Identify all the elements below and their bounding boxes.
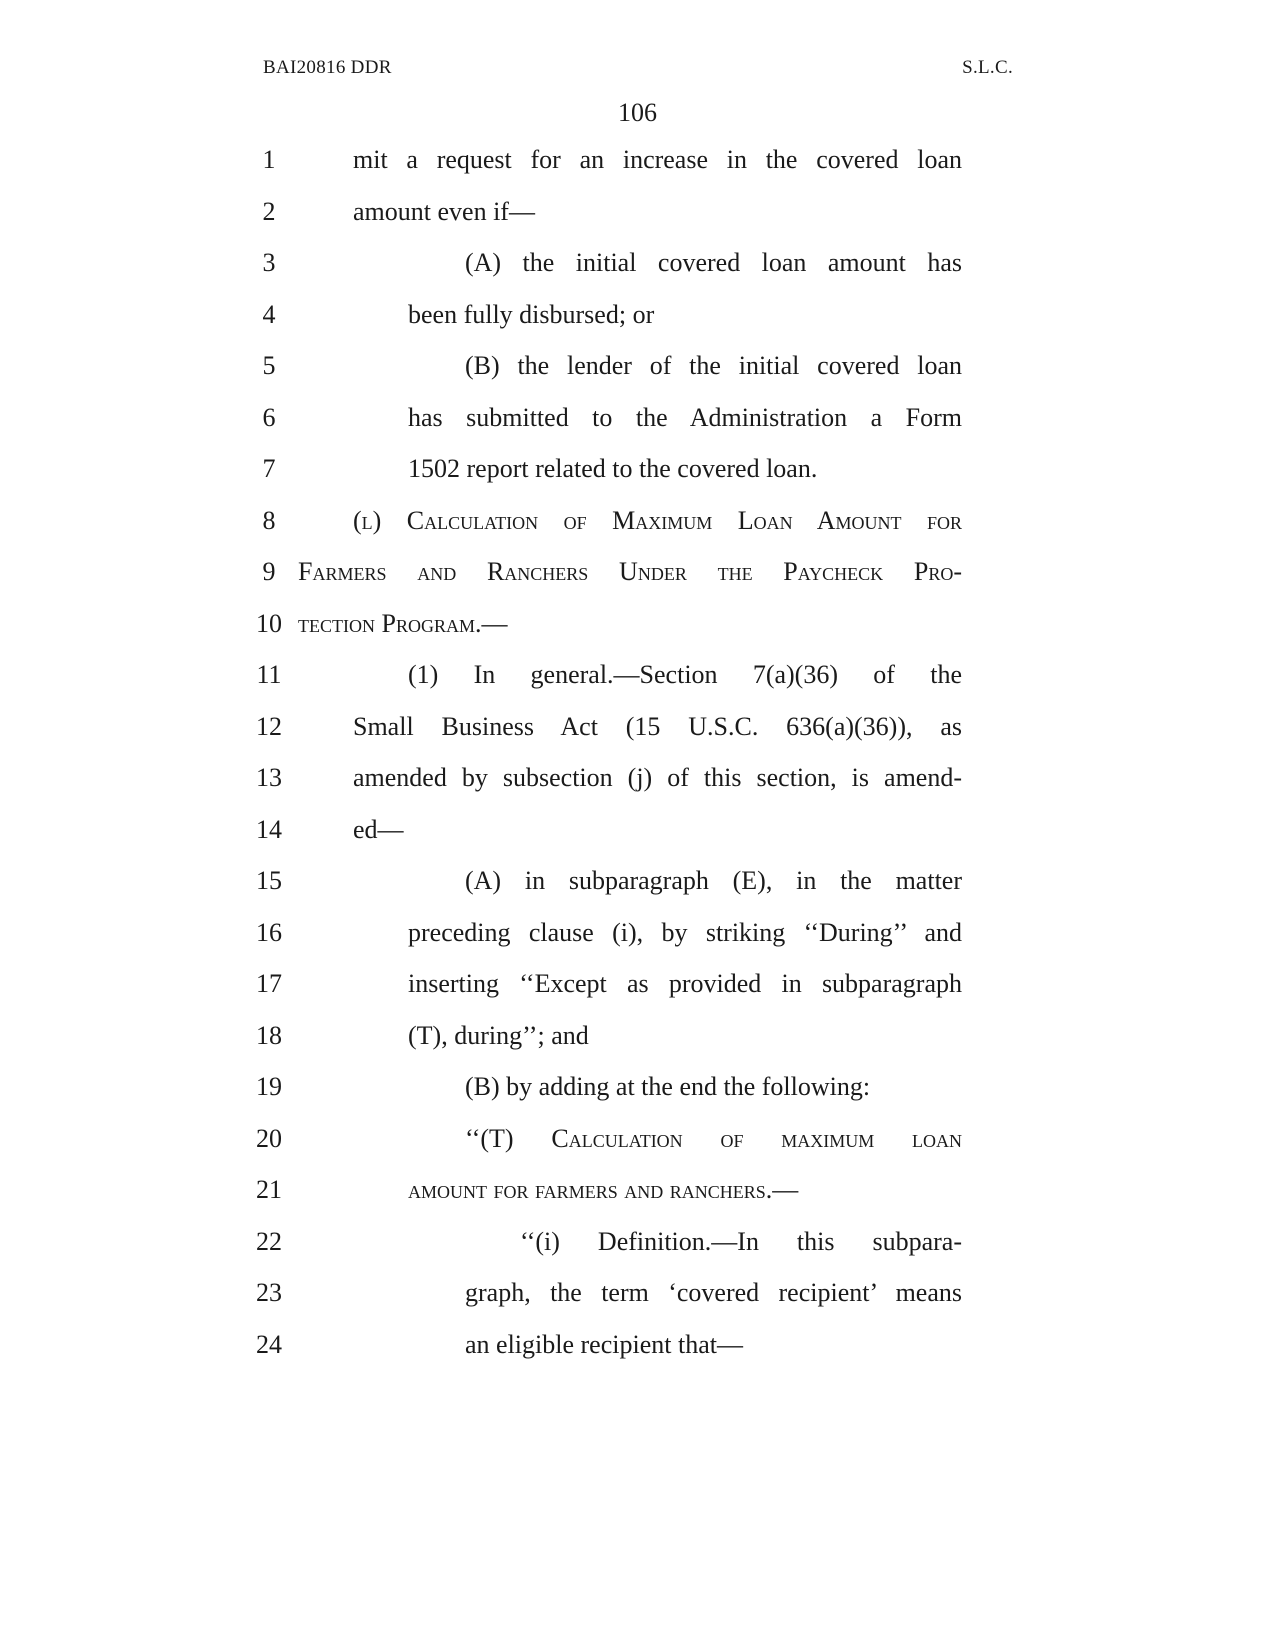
text-line	[0, 449, 1275, 489]
line-number: 5	[262, 351, 276, 380]
text-line	[0, 346, 1275, 386]
line-text: (B) by adding at the end the following:	[465, 1072, 871, 1101]
line-text: Small Business Act (15 U.S.C. 636(a)(36)), as	[353, 711, 962, 741]
line-text: inserting ‘‘Except as provided in subparagraph	[408, 969, 962, 998]
text-line	[0, 1325, 1275, 1365]
line-text: Farmers and Ranchers Under the Paycheck Pro-	[298, 557, 962, 586]
text-line	[0, 1119, 1275, 1159]
text-line	[0, 758, 1275, 798]
line-text: ‘‘(i) Definition.—In this subpara-	[520, 1226, 962, 1256]
text-line	[0, 295, 1275, 335]
line-text: preceding clause (i), by striking ‘‘During’’ and	[408, 917, 962, 947]
line-text: ed—	[353, 814, 404, 844]
line-number: 10	[256, 608, 282, 638]
line-number: 15	[256, 866, 282, 895]
line-text: (A) the initial covered loan amount has	[465, 248, 962, 277]
text-line	[0, 913, 1275, 953]
line-number: 24	[256, 1329, 282, 1359]
header-doc-id: BAI20816 DDR	[263, 57, 392, 78]
line-text: an eligible recipient that—	[465, 1329, 743, 1359]
line-number: 1	[262, 145, 276, 174]
text-line	[0, 655, 1275, 695]
line-text: graph, the term ‘covered recipient’ means	[465, 1278, 962, 1307]
text-line	[0, 604, 1275, 644]
header-slc: S.L.C.	[962, 57, 1013, 78]
text-line	[0, 501, 1275, 541]
line-number: 23	[256, 1278, 282, 1307]
text-line	[0, 1170, 1275, 1210]
text-line	[0, 810, 1275, 850]
text-line	[0, 1067, 1275, 1107]
text-line	[0, 192, 1275, 232]
line-number: 8	[262, 505, 276, 535]
line-number: 3	[262, 248, 276, 277]
line-text: (1) In general.—Section 7(a)(36) of the	[408, 660, 962, 689]
line-number: 22	[256, 1226, 282, 1256]
page-number: 106	[618, 98, 657, 127]
line-number: 9	[262, 557, 276, 586]
line-number: 4	[262, 299, 276, 329]
line-number: 6	[262, 402, 276, 432]
line-text: ‘‘(T) Calculation of maximum loan	[465, 1123, 962, 1153]
line-number: 12	[256, 711, 282, 741]
text-line	[0, 1222, 1275, 1262]
line-text: amount even if—	[353, 196, 535, 226]
line-number: 20	[256, 1123, 282, 1153]
line-text: tection Program.—	[298, 608, 508, 638]
line-text: has submitted to the Administration a Form	[408, 402, 962, 432]
text-line	[0, 861, 1275, 901]
line-number: 11	[256, 660, 282, 689]
line-text: mit a request for an increase in the covered loan	[353, 145, 962, 174]
line-number: 13	[256, 763, 282, 792]
text-line	[0, 1273, 1275, 1313]
text-line	[0, 1016, 1275, 1056]
line-text: (B) the lender of the initial covered loan	[465, 351, 962, 380]
text-line	[0, 552, 1275, 592]
line-text: been fully disbursed; or	[408, 299, 655, 329]
text-line	[0, 707, 1275, 747]
line-number: 2	[262, 196, 276, 226]
line-text: amount for farmers and ranchers.—	[408, 1175, 799, 1204]
line-text: (A) in subparagraph (E), in the matter	[465, 866, 962, 895]
line-number: 19	[256, 1072, 282, 1101]
line-text: (l) Calculation of Maximum Loan Amount for	[353, 505, 962, 535]
line-number: 14	[256, 814, 282, 844]
text-line	[0, 140, 1275, 180]
line-text: 1502 report related to the covered loan.	[408, 454, 818, 483]
line-number: 7	[262, 454, 276, 483]
line-number: 21	[256, 1175, 282, 1204]
text-line	[0, 243, 1275, 283]
text-line	[0, 398, 1275, 438]
line-text: (T), during’’; and	[408, 1020, 589, 1050]
line-text: amended by subsection (j) of this section, is amend-	[353, 763, 962, 792]
text-line	[0, 964, 1275, 1004]
line-number: 16	[256, 917, 282, 947]
line-number: 18	[256, 1020, 282, 1050]
line-number: 17	[256, 969, 282, 998]
